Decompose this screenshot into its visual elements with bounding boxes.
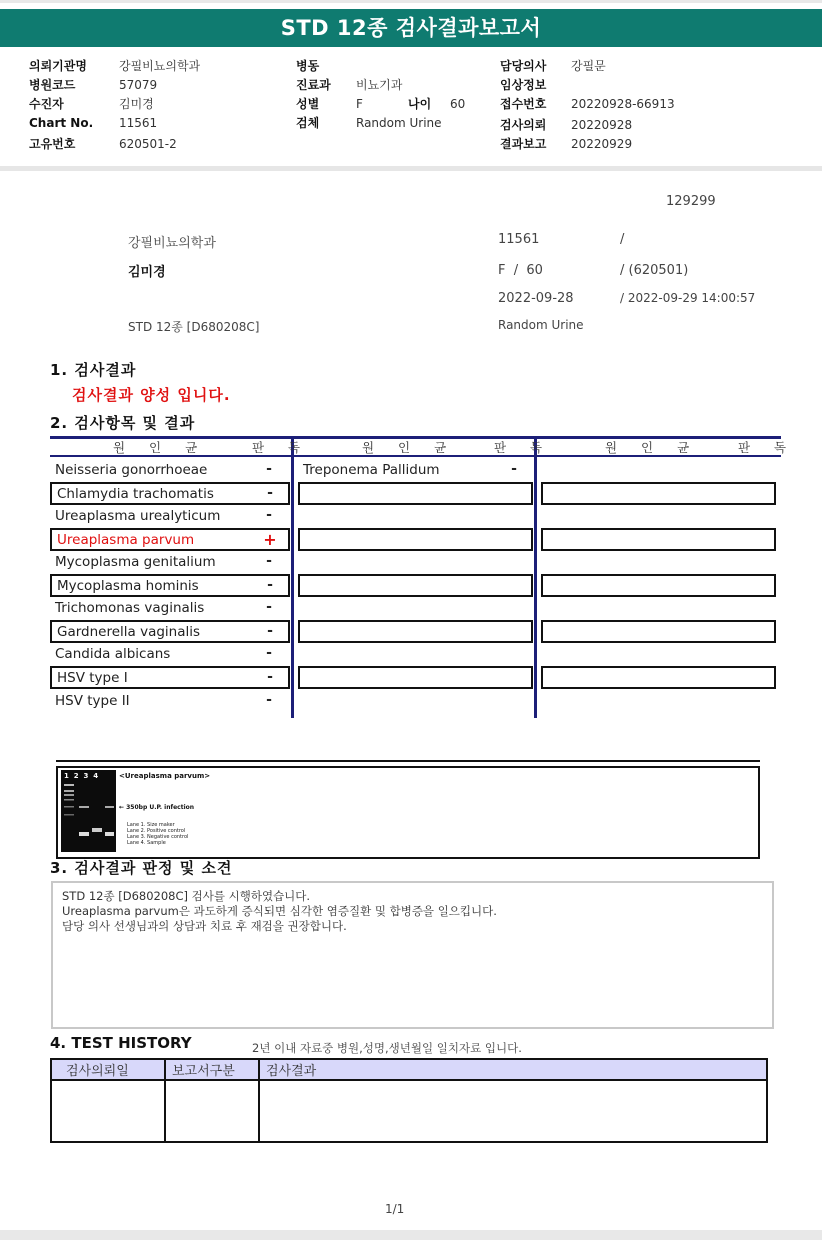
report-id: 129299 [666,194,716,209]
header-row: 병동 [296,59,320,73]
gel-legend-item: Lane 4. Sample [127,840,166,846]
divider-slash: / [620,232,625,247]
empty-row [541,482,776,505]
history-cell [51,1080,165,1142]
section-3-title: 3. 검사결과 판정 및 소견 [50,859,233,877]
page-number: 1/1 [385,1202,405,1216]
history-header-result: 검사결과 [259,1059,767,1080]
organism-name: HSV type I [57,670,128,686]
report-title: STD 12종 검사결과보고서 [0,9,822,47]
organism-name: Chlamydia trachomatis [57,486,214,502]
organism-result: - [267,485,273,501]
organism-row [51,506,289,528]
gel-top-rule [56,760,760,762]
history-row [51,1080,767,1142]
registration-number: / (620501) [620,263,689,278]
header-separator [0,166,822,171]
header-row: 병원코드 57079 [29,78,158,92]
organism-row [50,666,290,689]
gel-band-annotation: ← 350bp U.P. infection [119,804,195,811]
organism-result: - [266,599,272,615]
empty-row [298,574,533,597]
organism-result: - [266,461,272,477]
history-note: 2년 이내 자료중 병원,성명,생년월일 일치자료 입니다. [252,1041,522,1055]
organism-result: - [267,623,273,639]
header-col-1 [29,57,200,154]
positive-result-text: 검사결과 양성 입니다. [72,386,231,404]
header-row: Chart No. 11561 [29,116,158,130]
gel-lane-numbers: 1 2 3 4 [64,772,99,780]
empty-row [541,620,776,643]
header-row: 담당의사 강필문 [500,59,606,73]
organism-name: Treponema Pallidum [303,462,440,478]
empty-row [298,666,533,689]
comment-line: 담당 의사 선생님과의 상담과 치료 후 재검을 권장합니다. [62,919,347,933]
history-cell [259,1080,767,1142]
header-row: 수진자 김미경 [29,97,154,111]
organism-name: Ureaplasma urealyticum [55,508,221,524]
organism-name: Trichomonas vaginalis [55,600,205,616]
organism-result: - [267,577,273,593]
header-row: 검사의뢰 20220928 [500,118,633,132]
gel-legend-item: Lane 3. Negative control [127,834,189,840]
organism-row [50,482,290,505]
organism-row [298,460,532,482]
header-row: 성별 F 나이 60 [296,97,466,111]
organism-name: Candida albicans [55,646,171,662]
organism-row [51,644,289,666]
section-4-title: 4. TEST HISTORY [50,1034,192,1052]
chart-number: 11561 [498,232,540,247]
comment-line: STD 12종 [D680208C] 검사를 시행하였습니다. [62,889,311,903]
history-header-row [51,1059,767,1080]
organism-row-positive [50,528,290,551]
header-row: 접수번호 20220928-66913 [500,97,675,111]
specimen: Random Urine [498,318,584,332]
sex-age: F / 60 [498,263,543,278]
top-strip [0,0,822,3]
header-col-2 [296,57,465,133]
gel-image [61,770,116,852]
header-row: 고유번호 620501-2 [29,137,177,151]
history-header-date: 검사의뢰일 [51,1059,165,1080]
col-2-result-header: 판 독 [494,440,553,455]
section-1-title: 1. 검사결과 [50,361,137,379]
bottom-strip [0,1230,822,1240]
test-name: STD 12종 [D680208C] [128,320,260,334]
header-row: 결과보고 20220929 [500,137,633,151]
col-1-organism-header: 원 인 균 [113,440,208,455]
organism-result: - [267,669,273,685]
col-3-result-header: 판 독 [738,440,797,455]
organism-result: - [266,553,272,569]
header-col-3 [500,57,675,154]
organism-result: - [266,692,272,708]
header-row: 의뢰기관명 강필비뇨의학과 [29,59,201,73]
empty-row [541,666,776,689]
header-row: 임상정보 [500,78,547,92]
gel-legend-item: Lane 1. Size maker [127,822,175,828]
gel-bands [61,770,116,852]
gel-title: <Ureaplasma parvum> [119,772,211,780]
empty-row [541,574,776,597]
patient-name: 김미경 [128,265,166,280]
organism-name: HSV type II [55,693,130,709]
organism-name: Mycoplasma hominis [57,578,199,594]
history-table [50,1058,768,1143]
empty-row [298,620,533,643]
organism-result: - [266,507,272,523]
history-cell [165,1080,259,1142]
section-2-title: 2. 검사항목 및 결과 [50,414,196,432]
comment-box [51,881,774,1029]
clinic-name: 강필비뇨의학과 [128,236,216,251]
organism-name: Gardnerella vaginalis [57,624,201,640]
col-3-organism-header: 원 인 균 [605,440,700,455]
request-date: 2022-09-28 [498,291,574,306]
header-row: 진료과 비뇨기과 [296,78,403,92]
organism-name: Neisseria gonorrhoeae [55,462,208,478]
organism-result-positive: + [263,530,277,549]
organism-row [51,691,289,713]
gel-legend-item: Lane 2. Positive control [127,828,186,834]
column-divider-1 [291,436,294,718]
organism-row [50,574,290,597]
history-header-type: 보고서구분 [165,1059,259,1080]
empty-row [541,528,776,551]
organism-name: Mycoplasma genitalium [55,554,216,570]
organism-result: - [511,461,517,477]
organism-name: Ureaplasma parvum [57,532,195,548]
organism-row [50,620,290,643]
header-row: 검체 Random Urine [296,116,442,130]
gel-band-label: 350bp U.P. infection [126,804,195,811]
empty-row [298,482,533,505]
report-datetime: / 2022-09-29 14:00:57 [620,291,756,305]
empty-row [298,528,533,551]
gel-legend [127,822,188,846]
organism-row [51,460,289,482]
comment-line: Ureaplasma parvum은 과도하게 증식되면 심각한 염증질환 및 합병증을 일으킵니다. [62,904,497,918]
organism-row [51,552,289,574]
organism-result: - [266,645,272,661]
organism-row [51,598,289,620]
column-divider-2 [534,436,537,718]
col-1-result-header: 판 독 [252,440,311,455]
col-2-organism-header: 원 인 균 [362,440,457,455]
